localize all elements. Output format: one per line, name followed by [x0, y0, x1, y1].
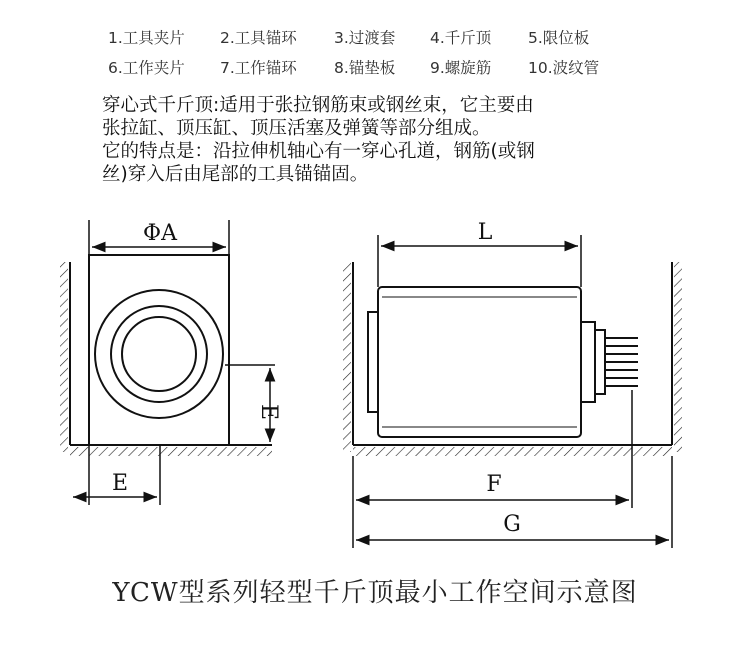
dimension-label-E-horizontal: E — [111, 471, 129, 496]
legend-item: 8.锚垫板 — [334, 59, 396, 77]
cylinder-body — [378, 287, 581, 437]
rear-collar — [581, 322, 595, 402]
description-line: 它的特点是：沿拉伸机轴心有一穿心孔道，钢筋(或钢 — [102, 141, 535, 162]
steel-strands — [605, 338, 638, 386]
legend-item: 5.限位板 — [528, 29, 590, 47]
description-line: 丝)穿入后由尾部的工具锚锚固。 — [102, 164, 369, 185]
wall-hatch — [674, 262, 682, 452]
legend-item: 4.千斤顶 — [430, 29, 492, 47]
wall-hatch — [60, 262, 68, 452]
dimension-label-E-vertical: E — [256, 403, 281, 421]
dimension-label-L: L — [477, 220, 493, 245]
jack-body-outline — [89, 255, 229, 445]
floor-hatch — [70, 447, 272, 456]
legend-item: 10.波纹管 — [528, 59, 600, 77]
outer-ring — [95, 290, 223, 418]
end-view — [60, 220, 281, 505]
front-plate — [368, 312, 378, 412]
dimension-label-F: F — [486, 472, 502, 497]
legend-item: 3.过渡套 — [334, 29, 396, 47]
dimension-label-phiA: ΦA — [143, 221, 177, 246]
dimension-label-G: G — [503, 512, 521, 537]
legend-item: 1.工具夹片 — [108, 29, 185, 47]
legend-item: 6.工作夹片 — [108, 59, 185, 77]
description-line: 张拉缸、顶压缸、顶压活塞及弹簧等部分组成。 — [102, 118, 491, 139]
side-view — [343, 220, 682, 548]
wall-hatch — [343, 262, 351, 452]
legend-item: 9.螺旋筋 — [430, 59, 492, 77]
legend-item: 2.工具锚环 — [220, 29, 297, 47]
middle-ring — [111, 306, 207, 402]
floor-hatch — [353, 447, 672, 456]
inner-ring — [122, 317, 196, 391]
figure-caption: YCW型系列轻型千斤顶最小工作空间示意图 — [112, 578, 638, 608]
description-line: 穿心式千斤顶:适用于张拉钢筋束或钢丝束，它主要由 — [102, 95, 534, 116]
legend-item: 7.工作锚环 — [220, 59, 297, 77]
tool-anchor — [595, 330, 605, 394]
